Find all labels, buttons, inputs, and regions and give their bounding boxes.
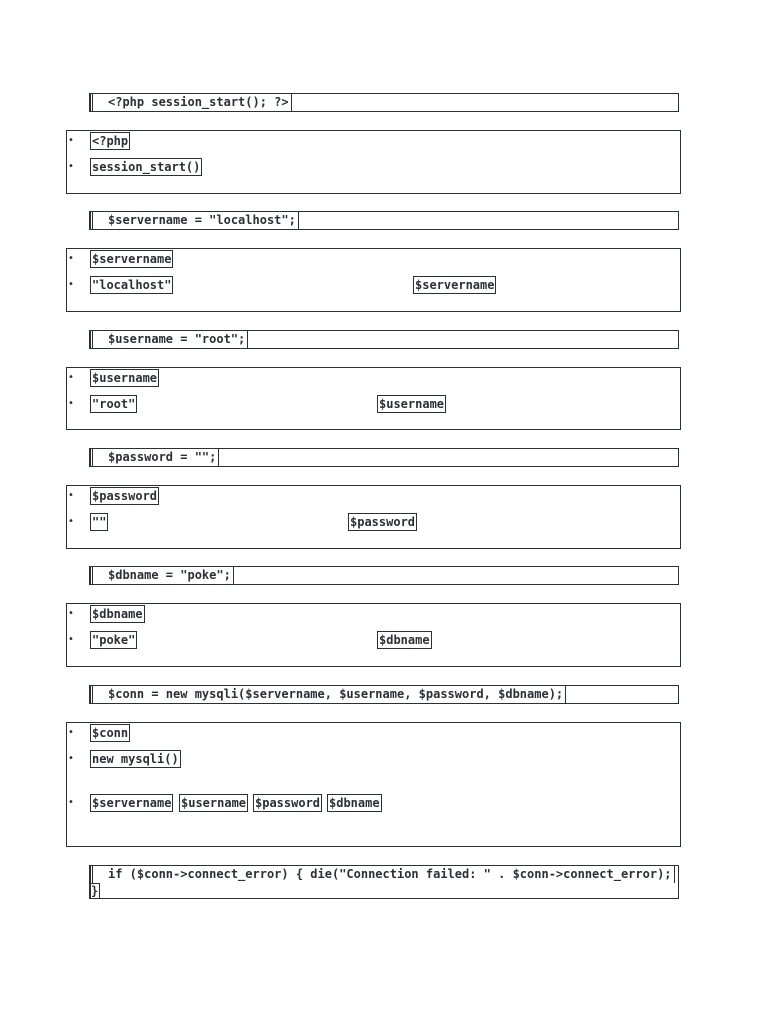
code-token: $conn xyxy=(92,726,129,740)
code-token: $username xyxy=(92,371,158,385)
code-token: $password xyxy=(350,515,416,529)
list-item xyxy=(67,631,680,649)
code-block-username xyxy=(89,330,679,349)
code-token: "" xyxy=(92,515,107,529)
code-token: $servername xyxy=(92,252,172,266)
code-token: $dbname xyxy=(92,607,143,621)
code-block-conn xyxy=(89,685,679,704)
bullet-icon: • xyxy=(68,161,74,172)
code-token: "poke" xyxy=(92,633,136,647)
code-block-dbname xyxy=(89,566,679,585)
bullet-icon: • xyxy=(68,253,74,264)
code-token: $servername xyxy=(415,278,495,292)
list-item xyxy=(67,605,680,623)
bullet-icon: • xyxy=(68,727,74,738)
code-line: if ($conn->connect_error) { die("Connection failed: " . $conn->connect_error); xyxy=(90,866,675,883)
code-line: $password = ""; xyxy=(90,449,219,466)
notes-username xyxy=(66,367,681,430)
code-token: $servername xyxy=(92,796,172,810)
code-line: <?php session_start(); ?> xyxy=(90,94,292,111)
bullet-icon: • xyxy=(68,135,74,146)
bullet-icon: • xyxy=(68,634,74,645)
code-line: $conn = new mysqli($servername, $username, $password, $dbname); xyxy=(90,686,566,703)
code-token: "root" xyxy=(92,397,136,411)
code-block-error-check xyxy=(89,865,679,899)
notes-dbname xyxy=(66,603,681,667)
code-line: $dbname = "poke"; xyxy=(90,567,234,584)
list-item xyxy=(67,276,680,294)
code-line: $username = "root"; xyxy=(90,331,248,348)
list-item xyxy=(67,487,680,505)
list-item xyxy=(67,250,680,268)
code-line: $servername = "localhost"; xyxy=(90,212,299,229)
code-line-tail: } xyxy=(91,884,99,898)
code-block-servername xyxy=(89,211,679,230)
notes-session xyxy=(66,130,681,194)
bullet-icon: • xyxy=(68,608,74,619)
list-item xyxy=(67,369,680,387)
bullet-icon: • xyxy=(68,490,74,501)
code-token: $username xyxy=(181,796,247,810)
code-token: "localhost" xyxy=(92,278,172,292)
list-item xyxy=(67,158,680,176)
list-item xyxy=(67,395,680,413)
code-token: new mysqli() xyxy=(92,752,179,766)
notes-conn xyxy=(66,722,681,847)
list-item xyxy=(67,513,680,531)
notes-servername xyxy=(66,248,681,312)
list-item xyxy=(67,794,680,812)
list-item xyxy=(67,724,680,742)
bullet-icon: • xyxy=(68,372,74,383)
bullet-icon: • xyxy=(68,516,74,527)
code-token: <?php xyxy=(92,134,129,148)
code-block-session xyxy=(89,93,679,112)
bullet-icon: • xyxy=(68,753,74,764)
code-token: $dbname xyxy=(329,796,380,810)
code-block-password xyxy=(89,448,679,467)
list-item xyxy=(67,132,680,150)
code-token: $password xyxy=(92,489,158,503)
code-token: session_start() xyxy=(92,160,201,174)
bullet-icon: • xyxy=(68,398,74,409)
code-token: $password xyxy=(255,796,321,810)
code-token: $username xyxy=(379,397,445,411)
bullet-icon: • xyxy=(68,279,74,290)
code-token: $dbname xyxy=(379,633,430,647)
list-item xyxy=(67,750,680,768)
bullet-icon: • xyxy=(68,797,74,808)
notes-password xyxy=(66,485,681,549)
